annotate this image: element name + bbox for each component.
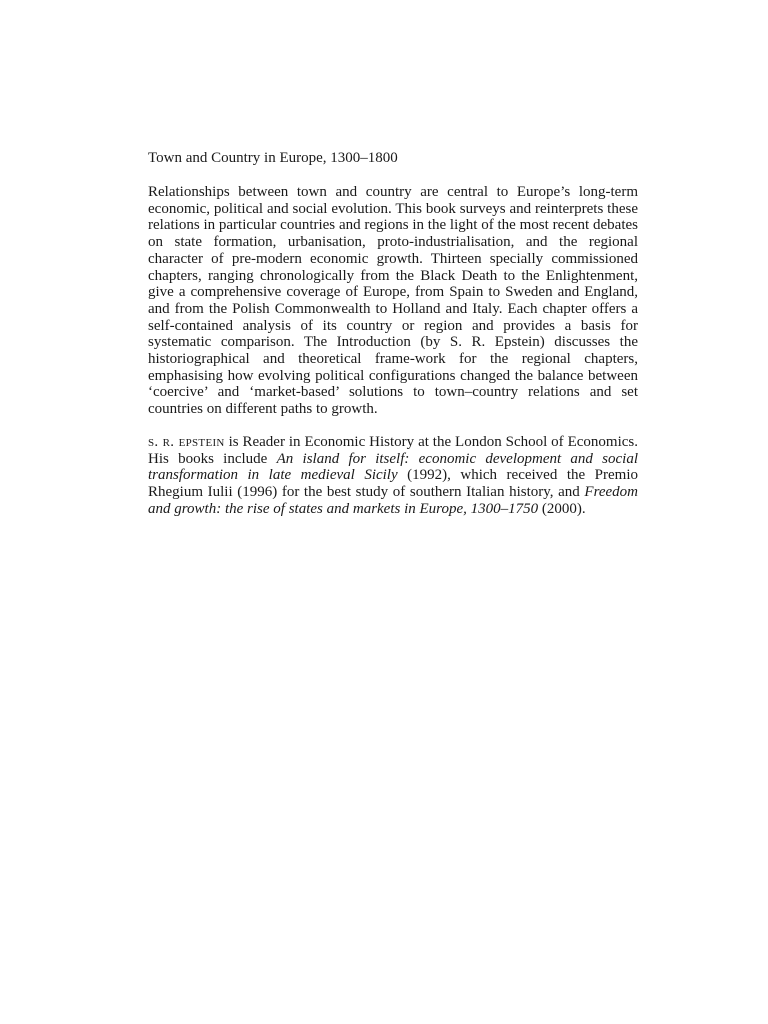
author-bio [148, 434, 638, 518]
author-name: s. r. epstein [148, 433, 225, 450]
author-book-title-1: An island for itself: economic development and social transformation in late medieval Sicily [148, 450, 639, 484]
author-book-title-2: Freedom and growth: the rise of states and markets in Europe, 1300–1750 [148, 483, 638, 517]
book-description: Relationships between town and country are central to Europe’s long-term economic, political and social evolution. This book surveys and reinterprets these relations in particular countries and regions in the light of the most recent debates on state formation, urbanisation, proto-industrialisation, and the regional character of pre-modern economic growth. Thirteen specially commissioned chapters, ranging chronologically from the Black Death to the Enlightenment, give a comprehensive coverage of Europe, from Spain to Sweden and England, and from the Polish Commonwealth to Holland and Italy. Each chapter offers a self-contained analysis of its country or region and provides a basis for systematic comparison. The Introduction (by S. R. Epstein) discusses the historiographical and theoretical frame-work for the regional chapters, emphasising how evolving political configurations changed the balance between ‘coercive’ and ‘market-based’ solutions to town–country relations and set countries on different paths to growth. [148, 184, 638, 418]
author-bio-text-3: (2000). [538, 500, 586, 517]
page-content [148, 150, 638, 517]
author-bio-text-2: (1992), which received the Premio Rhegium Iulii (1996) for the best study of southern Italian history, and [148, 467, 638, 500]
author-bio-text-1: is Reader in Economic History at the London School of Economics. His books include [148, 433, 638, 467]
book-title: Town and Country in Europe, 1300–1800 [148, 150, 398, 166]
